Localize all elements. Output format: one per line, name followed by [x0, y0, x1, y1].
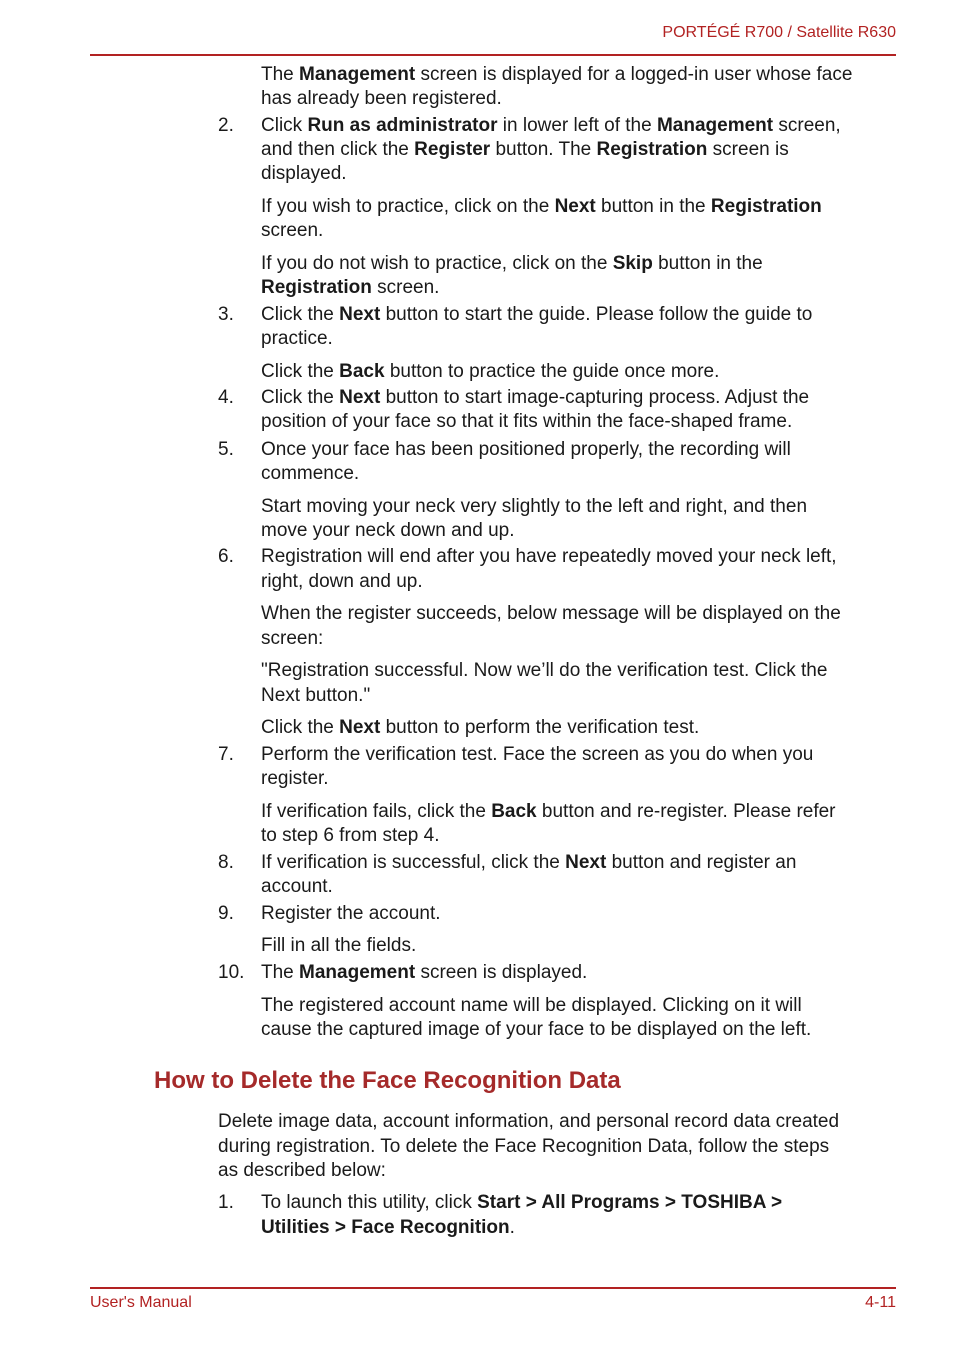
text-line — [261, 138, 901, 162]
section-heading: How to Delete the Face Recognition Data — [154, 1067, 621, 1094]
text-line — [261, 743, 901, 767]
text-run: button in the — [652, 253, 763, 274]
header-rule — [90, 54, 896, 56]
text-line — [218, 1110, 901, 1134]
text-run: position of your face so that it fits within the face-shaped frame. — [261, 411, 793, 432]
text-run: Click the — [261, 717, 340, 738]
step-number: 5. — [218, 439, 234, 460]
text-run: If verification fails, click the — [261, 801, 492, 822]
text-run: Click the — [261, 304, 340, 325]
text-run: Delete image data, account information, and personal record data created — [218, 1111, 840, 1132]
footer-rule — [90, 1287, 896, 1289]
text-line — [261, 961, 901, 985]
text-run: Fill in all the fields. — [261, 935, 417, 956]
text-line — [261, 716, 901, 740]
text-run: button. The — [490, 139, 597, 160]
text-run: Click — [261, 115, 308, 136]
text-run: register. — [261, 768, 329, 789]
text-run: screen: — [261, 628, 324, 649]
bold-term: Utilities > Face Recognition — [261, 1217, 510, 1238]
text-run: button to start image-capturing process. Adjust the — [380, 387, 810, 408]
text-run: screen, — [773, 115, 841, 136]
text-run: The — [261, 962, 300, 983]
text-run: during registration. To delete the Face Recognition Data, follow the steps — [218, 1136, 830, 1157]
text-line — [261, 602, 901, 626]
text-line — [261, 875, 901, 899]
text-run: button to start the guide. Please follow the guide to — [380, 304, 813, 325]
bold-term: Back — [339, 361, 385, 382]
text-run: When the register succeeds, below message will be displayed on the — [261, 603, 841, 624]
text-line — [261, 934, 901, 958]
running-header-title: PORTÉGÉ R700 / Satellite R630 — [662, 24, 896, 41]
text-line — [261, 1216, 901, 1240]
text-run: button to practice the guide once more. — [384, 361, 720, 382]
text-run: in lower left of the — [497, 115, 657, 136]
text-line — [261, 570, 901, 594]
text-run: Click the — [261, 387, 340, 408]
step-number: 10. — [218, 962, 245, 983]
text-run: Register the account. — [261, 903, 441, 924]
bold-term: Next — [339, 304, 381, 325]
step-number: 4. — [218, 387, 234, 408]
text-line — [261, 360, 901, 384]
text-run: has already been registered. — [261, 88, 502, 109]
text-run: . — [509, 1217, 515, 1238]
text-line — [261, 767, 901, 791]
bold-term: Management — [299, 64, 416, 85]
text-line — [261, 195, 901, 219]
text-line — [261, 902, 901, 926]
text-line — [261, 800, 901, 824]
text-line — [261, 1018, 901, 1042]
text-run: account. — [261, 876, 333, 897]
bold-term: Next — [554, 196, 596, 217]
text-line — [261, 386, 901, 410]
bold-term: Management — [299, 962, 416, 983]
bold-term: Registration — [596, 139, 708, 160]
text-run: right, down and up. — [261, 571, 423, 592]
step-number: 7. — [218, 744, 234, 765]
text-run: button and register an — [606, 852, 797, 873]
text-line — [261, 495, 901, 519]
text-line — [261, 114, 901, 138]
text-line — [261, 462, 901, 486]
text-run: screen is — [707, 139, 789, 160]
bold-term: Next — [339, 387, 381, 408]
text-run: as described below: — [218, 1160, 386, 1181]
text-line — [261, 659, 901, 683]
text-line — [261, 438, 901, 462]
text-run: button in the — [595, 196, 711, 217]
step-number: 2. — [218, 115, 234, 136]
bold-term: Start > All Programs > TOSHIBA > — [477, 1192, 783, 1213]
footer-manual-label: User's Manual — [90, 1294, 192, 1311]
step-number: 1. — [218, 1192, 234, 1213]
text-run: Registration will end after you have repeatedly moved your neck left, — [261, 546, 837, 567]
bold-term: Next — [339, 717, 381, 738]
text-line — [261, 824, 901, 848]
text-line — [261, 162, 901, 186]
text-run: To launch this utility, click — [261, 1192, 478, 1213]
bold-term: Back — [491, 801, 537, 822]
text-run: "Registration successful. Now we’ll do the verification test. Click the — [261, 660, 828, 681]
text-run: button to perform the verification test. — [380, 717, 700, 738]
text-line — [261, 519, 901, 543]
text-run: practice. — [261, 328, 333, 349]
bold-term: Run as administrator — [307, 115, 498, 136]
text-line — [261, 627, 901, 651]
text-run: screen is displayed. — [415, 962, 588, 983]
text-line — [261, 303, 901, 327]
text-line — [218, 1135, 901, 1159]
text-line — [261, 684, 901, 708]
text-line — [218, 1159, 901, 1183]
text-line — [261, 219, 901, 243]
text-run: Once your face has been positioned properly, the recording will — [261, 439, 791, 460]
text-line — [261, 994, 901, 1018]
text-run: cause the captured image of your face to be displayed on the left. — [261, 1019, 812, 1040]
text-run: Click the — [261, 361, 340, 382]
text-line — [261, 1191, 901, 1215]
step-number: 9. — [218, 903, 234, 924]
text-line — [261, 410, 901, 434]
step-number: 8. — [218, 852, 234, 873]
text-run: commence. — [261, 463, 360, 484]
text-line — [261, 545, 901, 569]
text-run: screen is displayed for a logged-in user whose face — [415, 64, 853, 85]
text-run: If you wish to practice, click on the — [261, 196, 555, 217]
text-run: The registered account name will be displayed. Clicking on it will — [261, 995, 802, 1016]
step-number: 6. — [218, 546, 234, 567]
text-run: If verification is successful, click the — [261, 852, 566, 873]
text-line — [261, 63, 901, 87]
text-line — [261, 276, 901, 300]
text-run: displayed. — [261, 163, 347, 184]
text-run: to step 6 from step 4. — [261, 825, 440, 846]
text-run: The — [261, 64, 300, 85]
text-run: Start moving your neck very slightly to the left and right, and then — [261, 496, 808, 517]
text-line — [261, 87, 901, 111]
text-run: Perform the verification test. Face the screen as you do when you — [261, 744, 814, 765]
text-line — [261, 327, 901, 351]
text-run: Next button." — [261, 685, 371, 706]
bold-term: Registration — [261, 277, 372, 298]
bold-term: Register — [414, 139, 491, 160]
text-line — [261, 252, 901, 276]
step-number: 3. — [218, 304, 234, 325]
bold-term: Management — [656, 115, 774, 136]
text-run: and then click the — [261, 139, 415, 160]
text-run: If you do not wish to practice, click on the — [261, 253, 613, 274]
text-run: button and re-register. Please refer — [536, 801, 836, 822]
text-run: screen. — [371, 277, 440, 298]
text-run: screen. — [261, 220, 324, 241]
text-run: move your neck down and up. — [261, 520, 515, 541]
bold-term: Skip — [612, 253, 653, 274]
bold-term: Next — [565, 852, 607, 873]
text-line — [261, 851, 901, 875]
page-number: 4-11 — [865, 1294, 896, 1311]
bold-term: Registration — [710, 196, 822, 217]
